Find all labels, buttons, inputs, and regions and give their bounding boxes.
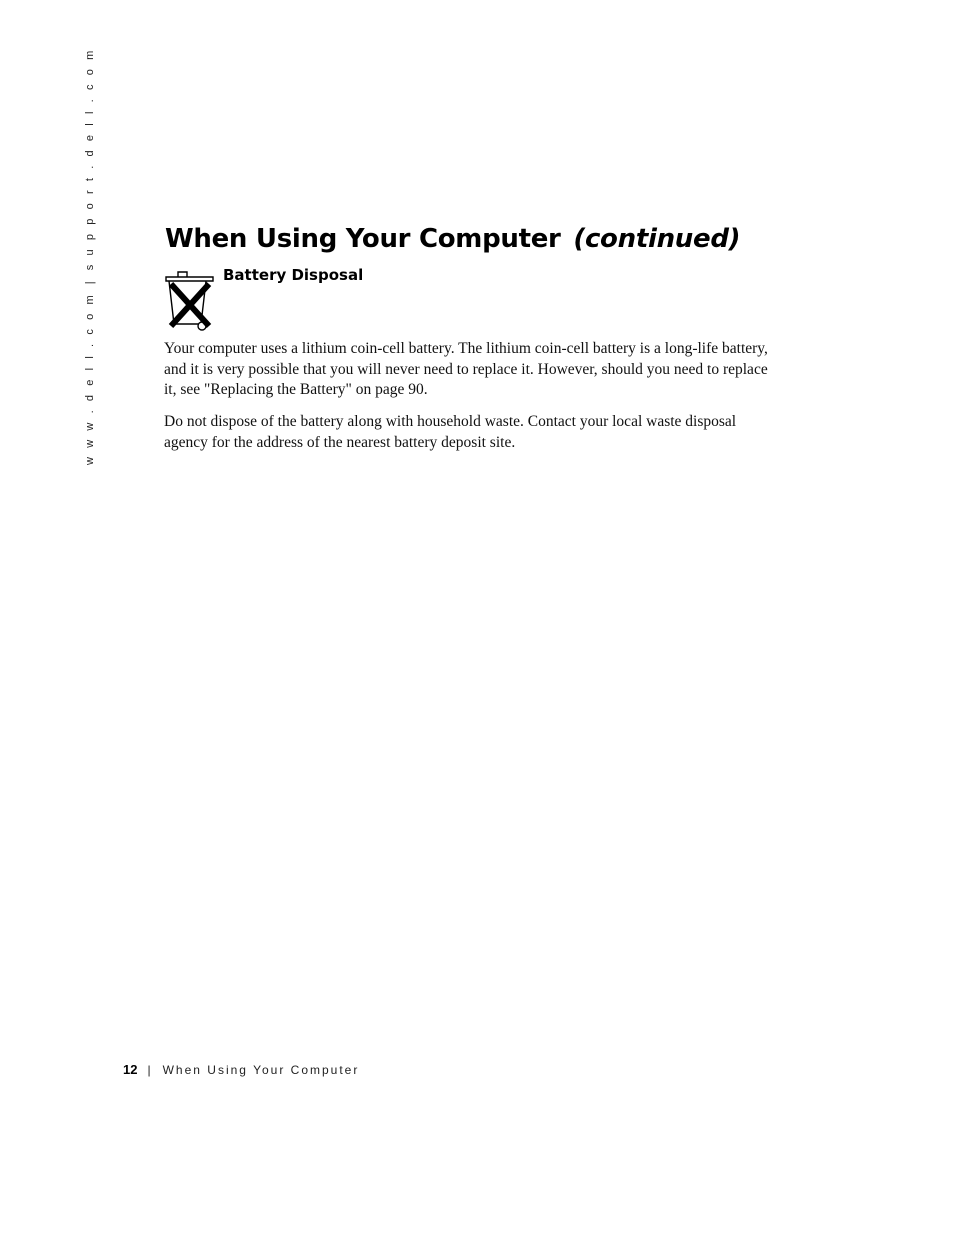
sidebar-url-support: s u p p o r t . d e l l . c o m <box>84 47 96 271</box>
crossed-out-wheelie-bin-icon <box>163 268 217 334</box>
page-number: 12 <box>123 1062 138 1077</box>
page-title-continued: (continued) <box>573 224 741 254</box>
page-footer <box>123 1061 359 1079</box>
body-paragraph: Your computer uses a lithium coin-cell battery. The lithium coin-cell battery is a long-life battery, and it is very possible that you will never need to replace it. However, should you need to replace it, see "Replacing the Battery" on page 90. <box>164 340 768 398</box>
sidebar-separator: | <box>84 278 96 285</box>
footer-separator: | <box>147 1063 151 1077</box>
page-title-main: When Using Your Computer <box>165 224 561 254</box>
sidebar-url-text <box>84 48 96 465</box>
footer-chapter-title: When Using Your Computer <box>162 1063 360 1077</box>
section-heading: Battery Disposal <box>223 266 364 284</box>
page-title <box>165 221 740 257</box>
sidebar-url-dell: w w w . d e l l . c o m <box>84 292 96 465</box>
body-paragraph: Do not dispose of the battery along with household waste. Contact your local waste disposal agency for the address of the nearest battery deposit site. <box>164 413 737 451</box>
